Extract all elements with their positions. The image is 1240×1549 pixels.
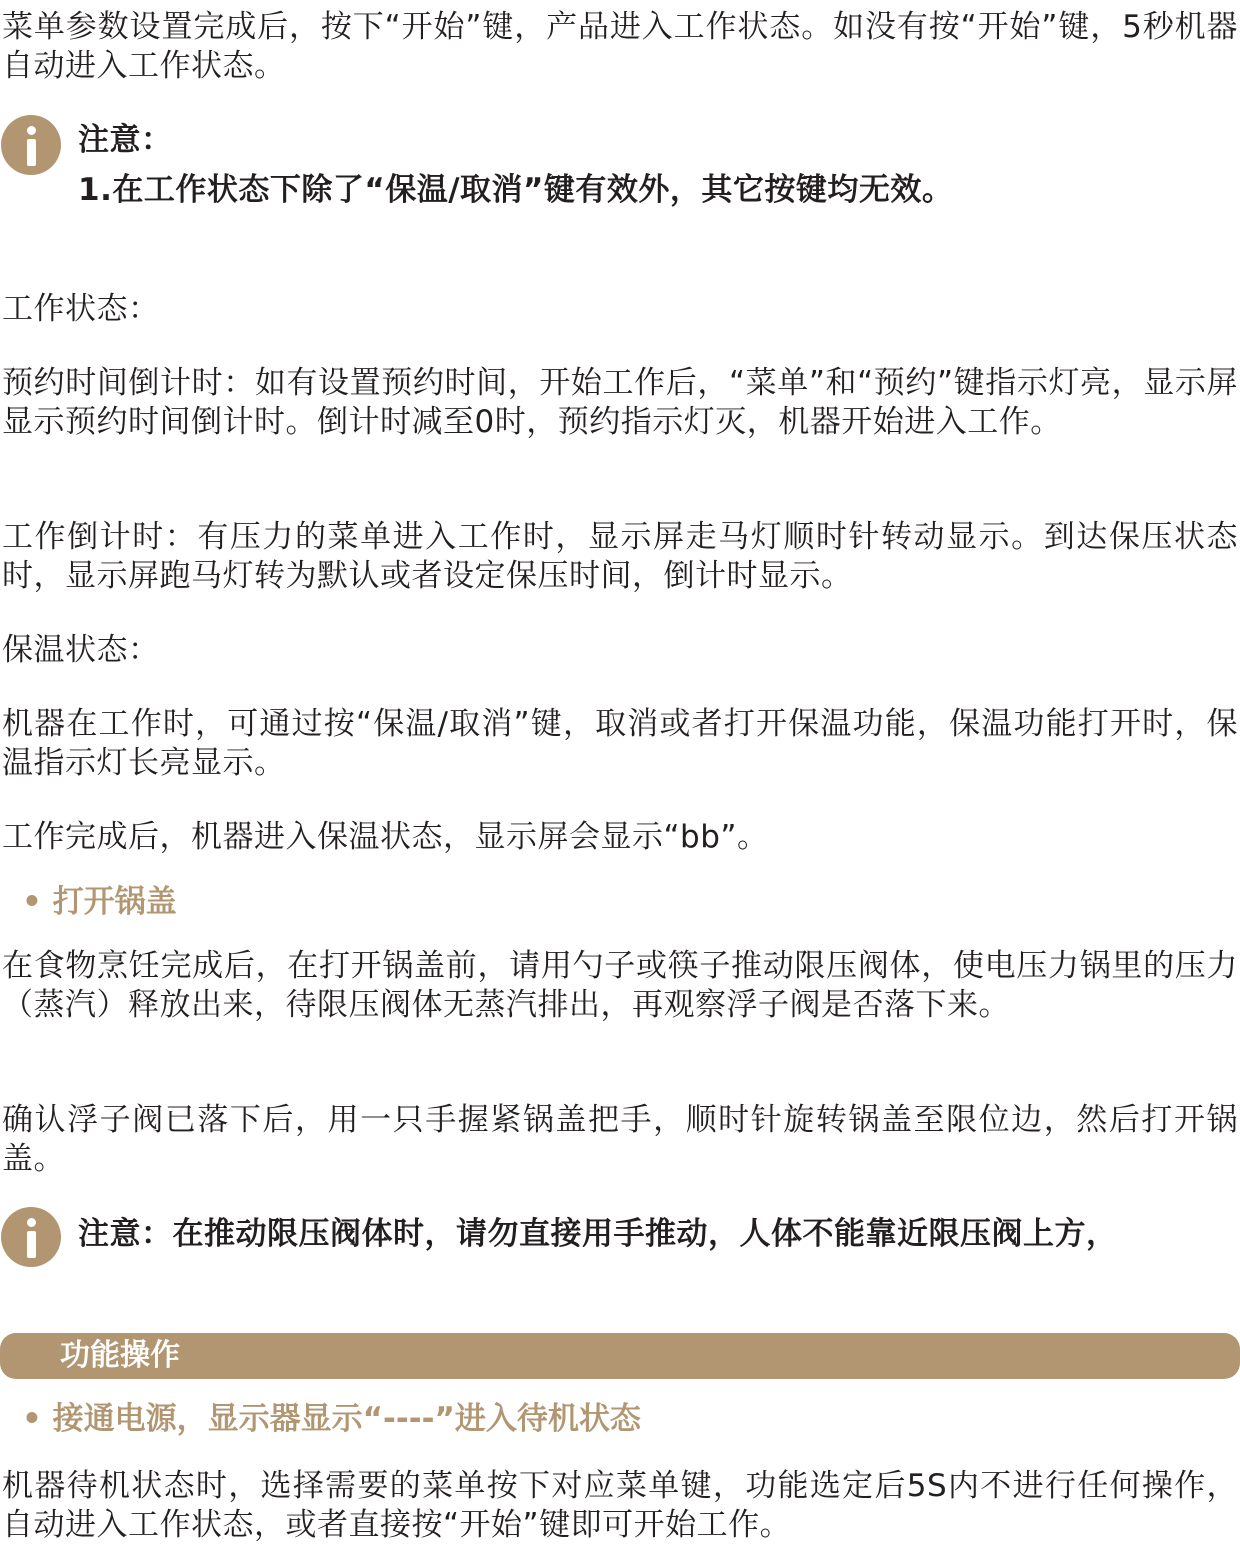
info-icon — [1, 115, 61, 175]
paragraph-start-instruction: 菜单参数设置完成后，按下“开始”键，产品进入工作状态。如没有按“开始”键，5秒机器自动进入工作状态。 — [2, 9, 1238, 84]
bullet-power-on: • 接通电源，显示器显示“----”进入待机状态 — [22, 1401, 641, 1437]
section-title: 功能操作 — [60, 1338, 180, 1373]
note-text: 1.在工作状态下除了“保温/取消”键有效外，其它按键均无效。 — [78, 172, 954, 208]
note-warning-text: 注意：在推动限压阀体时，请勿直接用手推动，人体不能靠近限压阀上方， — [78, 1216, 1118, 1252]
bullet-open-lid: • 打开锅盖 — [22, 884, 177, 920]
paragraph-keep-warm-toggle: 机器在工作时，可通过按“保温/取消”键，取消或者打开保温功能，保温功能打开时，保温指示灯长亮显示。 — [2, 706, 1238, 781]
paragraph-work-complete: 工作完成后，机器进入保温状态，显示屏会显示“bb”。 — [2, 819, 769, 855]
section-header-bar — [0, 1333, 1240, 1379]
info-icon — [1, 1207, 61, 1267]
heading-work-status: 工作状态： — [2, 291, 160, 327]
paragraph-reservation-countdown: 预约时间倒计时：如有设置预约时间，开始工作后，“菜单”和“预约”键指示灯亮，显示屏显示预约时间倒计时。倒计时减至0时，预约指示灯灭，机器开始进入工作。 — [2, 365, 1238, 440]
paragraph-release-pressure: 在食物烹饪完成后，在打开锅盖前，请用勺子或筷子推动限压阀体，使电压力锅里的压力（蒸汽）释放出来，待限压阀体无蒸汽排出，再观察浮子阀是否落下来。 — [2, 948, 1238, 1023]
paragraph-work-countdown: 工作倒计时：有压力的菜单进入工作时，显示屏走马灯顺时针转动显示。到达保压状态时，显示屏跑马灯转为默认或者设定保压时间，倒计时显示。 — [2, 519, 1238, 594]
note-title: 注意： — [78, 122, 173, 158]
paragraph-open-lid-steps: 确认浮子阀已落下后，用一只手握紧锅盖把手，顺时针旋转锅盖至限位边，然后打开锅盖。 — [2, 1102, 1238, 1177]
heading-keep-warm-status: 保温状态： — [2, 632, 160, 668]
paragraph-standby-operation: 机器待机状态时，选择需要的菜单按下对应菜单键，功能选定后5S内不进行任何操作，自动进入工作状态，或者直接按“开始”键即可开始工作。 — [2, 1468, 1238, 1543]
